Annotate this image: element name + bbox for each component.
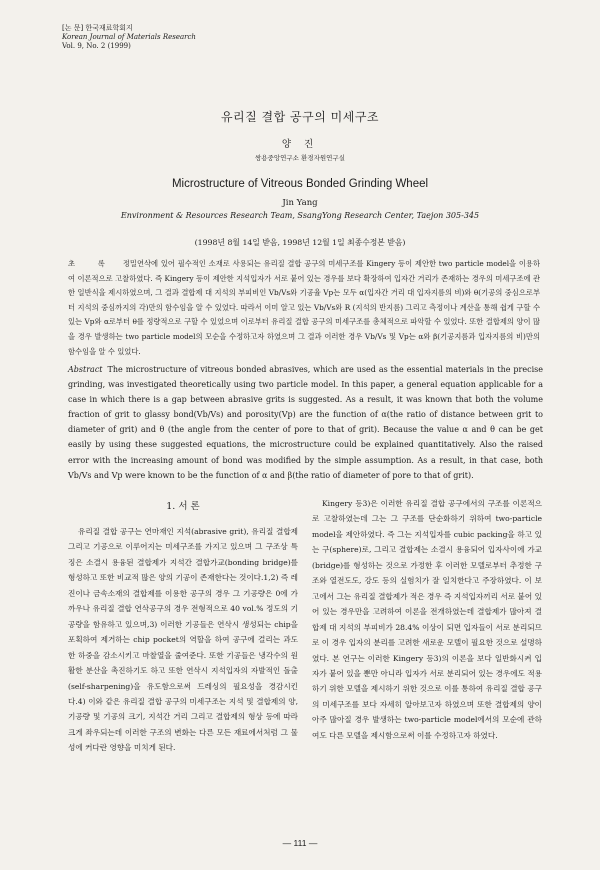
abstract-korean <box>68 257 540 359</box>
author-english: Jin Yang <box>282 198 318 208</box>
received-dates: (1998년 8월 14일 받음, 1998년 12월 1일 최종수정본 받음) <box>194 238 406 247</box>
body-column-right <box>312 496 542 743</box>
abstract-korean-text: 정밀연삭에 있어 필수적인 소재로 사용되는 유리질 결합 공구의 미세구조를 Kingery 등이 제안한 two particle model을 이용하여 이론적으로 고찰하였다. 즉 Kingery 등이 제안한 지석입자가 서로 붙어 있는 경우를 보다 확장하여 입자간 거리가 존재하는 경우의 미세구조에 관한 일반식을 제시하였으며, 그 결과 결합제 대 지석의 부피비인 Vb/Vs와 기공율 Vp는 모두 α(입자간 거리 대 입자지름의 비)와 θ(기공의 중심으로부터 지석의 중심까지의 각)만의 함수임을 알 수 있었다. 따라서 이미 알고 있는 Vb/Vs와 R (지석의 반지름) 그리고 측정이나 계산을 통해 쉽게 구할 수 있는 Vp와 α로부터 θ를 정량적으로 구할 수 있었으며 이로부터 유리질 결합 공구의 미세구조를 총체적으로 파악할 수 있었다. 또한 결합제의 양이 많을 경우 발생하는 two particle model의 모순을 수정하고자 하였으며 그 결과 이러한 경우 Vb/Vs 및 Vp는 α와 β(기공지름과 입자지름의 비)만의 함수임을 알 수 있었다. <box>68 259 540 356</box>
page-number: — 111 — <box>282 838 318 848</box>
introduction-paragraph-2: Kingery 등3)은 이러한 유리질 결합 공구에서의 구조를 이론적으로 고찰하였는데 그는 그 구조를 단순화하기 위하여 two-particle model을 제안하였다. 즉 그는 지석입자를 cubic packing을 하고 있는 구(sphere)로, 그리고 결합제는 소결시 용융되어 입자사이에 가교(bridge)를 형성하는 것으로 가정한 후 이러한 모델로부터 추정한 구조와 열전도도, 강도 등의 실험치가 잘 일치한다고 주장하였다. 이 보고에서 그는 유리질 결합제가 적은 경우 즉 지석입자끼리 서로 붙어 있어 있는 경우만을 고려하여 이론을 전개하였는데 결합제가 많아져 결합제 대 지석의 부피비가 28.4% 이상이 되면 입자들이 서로 분리되므로 이 경우 입자의 분리를 고려한 새로운 모델이 필요한 것으로 설명하였다. 본 연구는 이러한 Kingery 등3)의 이론을 보다 일반화시켜 입자가 붙어 있을 뿐만 아니라 입자가 서로 분리되어 있는 경우에도 적용하기 위한 모델을 제시하기 위한 것으로 이를 통하여 유리질 결합 공구의 미세구조를 보다 자세히 알아보고자 하였으며 또한 결합제의 양이 아주 많아질 경우 발생하는 two-particle model에서의 모순에 관하여도 다른 모델을 제시함으로써 이를 수정하고자 하였다. <box>312 499 542 740</box>
author-korean: 양 진 <box>281 139 319 150</box>
affiliation-english: Environment & Resources Research Team, SsangYong Research Center, Taejon 305-345 <box>120 211 480 220</box>
journal-header <box>62 24 196 51</box>
journal-name-en: Korean Journal of Materials Research <box>62 33 196 41</box>
affiliation-korean: 쌍용중앙연구소 환경자원연구실 <box>255 154 345 162</box>
abstract-english-label: Abstract <box>68 365 103 374</box>
body-column-left <box>68 524 298 756</box>
journal-label: [논 문] 한국재료학회지 <box>62 24 133 32</box>
journal-volume: Vol. 9, No. 2 (1999) <box>62 42 131 50</box>
abstract-english <box>68 362 543 483</box>
introduction-paragraph-1: 유리질 결합 공구는 연마재인 지석(abrasive grit), 유리질 결합제 그리고 기공으로 이루어지는 미세구조를 가지고 있으며 그 구조상 특징은 소결시 용융된 결합제가 지석간 결합가교(bonding bridge)를 형성하고 또한 비교적 많은 양의 기공이 존재한다는 것이다.1,2) 즉 레진이나 금속소재의 결합제를 이용한 공구의 경우 그 기공량은 0에 가까우나 유리질 결합 연삭공구의 경우 전형적으로 40 vol.% 정도의 기공량을 함유하고 있으며,3) 이러한 기공들은 연삭시 생성되는 chip을 포획하여 제거하는 chip pocket의 역할을 하여 공구에 걸리는 과도한 하중을 감소시키고 마찰열을 줄여준다. 또한 기공들은 냉각수의 원활한 분산을 촉진하기도 하고 또한 연삭시 지석입자의 자발적인 돌출(self-sharpening)을 유도함으로써 드레싱의 필요성을 경감시킨다.4) 이와 같은 유리질 결합 공구의 미세구조는 지석 및 결합제의 양, 기공량 및 기공의 크기, 지석간 거리 그리고 결합제의 형상 등에 따라 크게 좌우되는데 이러한 구조의 변화는 다른 모든 재료에서처럼 그 물성에 커다란 영향을 미치게 된다. <box>68 527 298 753</box>
title-english: Microstructure of Vitreous Bonded Grinding Wheel <box>171 178 429 190</box>
abstract-korean-label: 초 록 <box>68 259 115 268</box>
title-korean: 유리질 결합 공구의 미세구조 <box>220 110 380 124</box>
section-heading-introduction: 1. 서 론 <box>166 501 200 512</box>
abstract-english-text: The microstructure of vitreous bonded abrasives, which are used as the essential materials in the precise grinding, was investigated theoretically using two particle model. In this paper, a general equation applicable for a case in which there is a gap between abrasive grits is suggested. As a result, it was known that both the volume fraction of grit to glassy bond(Vb/Vs) and porosity(Vp) are the function of α(the ratio of distance between grit to diameter of grit) and θ (the angle from the center of pore to that of grit). Because the value α and θ can be get easily by using these suggested equations, the microstructure could be explained quantitatively. Also the raised error with the increasing amount of bond was modified by the simple assumption. As a result, in that case, both Vb/Vs and Vp were known to be the function of α and β(the ratio of diameter of pore to that of grit). <box>68 365 543 480</box>
